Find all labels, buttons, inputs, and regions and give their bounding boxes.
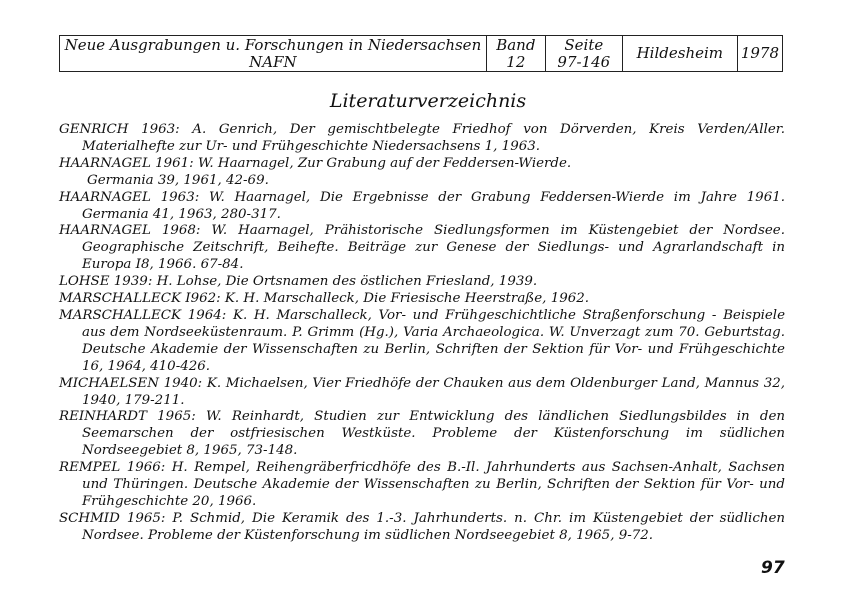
band-value: 12 [506,52,526,71]
reference-key: HAARNAGEL 1963: [59,189,200,205]
reference-key: MARSCHALLECK 1964: [59,307,227,323]
reference-key: HAARNAGEL 1961: [59,155,194,171]
reference-text: W. Haarnagel, Die Ergebnisse der Grabung Feddersen-Wierde im Jahre 1961. [199,189,785,205]
reference-continuation: aus dem Nordseeküstenraum. P. Grimm (Hg.), Varia Archaeologica. W. Unverzagt zum 70. Geburtstag. Deutsche Akademie der Wissenschaften zu Berlin, Schriften der Sektion für Vor- und Frühgeschichte 16, 1964, 410-426. [82,324,785,374]
bibliographic-header-table [59,35,783,72]
reference-text: A. Genrich, Der gemischtbelegte Friedhof von Dörverden, Kreis Verden/Aller. [179,122,785,137]
reference-continuation: Seemarschen der ostfriesischen Westküste. Probleme der Küstenforschung im südlichen Nordseegebiet 8, 1965, 73-148. [82,426,785,459]
year-cell: 1978 [737,36,782,72]
reference-continuation: und Thüringen. Deutsche Akademie der Wissenschaften zu Berlin, Schriften der Sektion für Vor- und Frühgeschichte 20, 1966. [82,477,785,509]
reference-key: LOHSE 1939: [59,274,153,290]
reference-entry [59,156,785,190]
band-cell [486,36,545,72]
series-abbrev: NAFN [249,52,297,71]
reference-text: H. Lohse, Die Ortsnamen des östlichen Friesland, 1939. [152,274,538,290]
reference-text: W. Reinhardt, Studien zur Entwicklung des ländlichen Siedlungsbildes in den [195,409,786,425]
reference-entry [59,308,785,376]
reference-continuation: 1940, 179-211. [82,392,185,408]
reference-continuation: Materialhefte zur Ur- und Frühgeschichte Niedersachsens 1, 1963. [82,138,541,154]
reference-text: K. H. Marschalleck, Vor- und Frühgeschichtliche Straßenforschung - Beispiele [226,307,785,323]
reference-continuation: Nordsee. Probleme der Küstenforschung im südlichen Nordseegebiet 8, 1965, 9-72. [82,527,654,543]
reference-text: W. Haarnagel, Prähistorische Siedlungsformen im Küstengebiet der Nordsee. [200,223,785,239]
reference-continuation: Germania 39, 1961, 42-69. [87,172,269,188]
band-label: Band [496,35,536,54]
reference-continuation: Geographische Zeitschrift, Beihefte. Beiträge zur Genese der Siedlungs- und Agrarlandschaft in Europa I8, 1966. 67-84. [82,240,785,273]
reference-continuation: Germania 41, 1963, 280-317. [82,206,281,222]
page-number: 97 [761,558,785,578]
reference-entry [59,291,785,308]
reference-entry [59,511,785,545]
reference-text: K. H. Marschalleck, Die Friesische Heerstraße, 1962. [220,291,590,307]
reference-entry [59,122,785,156]
series-title: Neue Ausgrabungen u. Forschungen in Niedersachsen [64,35,482,54]
place-cell: Hildesheim [622,36,737,72]
reference-entry [59,223,785,274]
reference-key: HAARNAGEL 1968: [59,223,201,239]
seite-label: Seite [564,35,604,54]
reference-key: SCHMID 1965: [59,510,166,526]
reference-entry [59,460,785,511]
reference-text: K. Michaelsen, Vier Friedhöfe der Chauken aus dem Oldenburger Land, Mannus 32, [202,375,785,391]
reference-text: W. Haarnagel, Zur Grabung auf der Feddersen-Wierde. [193,155,572,171]
seite-value: 97-146 [557,52,611,71]
reference-key: GENRICH 1963: [59,122,180,137]
reference-text: P. Schmid, Die Keramik des 1.-3. Jahrhunderts. n. Chr. im Küstengebiet der südlichen [165,510,785,526]
reference-entry [59,376,785,410]
page-title: Literaturverzeichnis [329,90,527,112]
reference-entry [59,190,785,224]
reference-key: MARSCHALLECK I962: [59,291,221,307]
reference-text: H. Rempel, Reihengräberfricdhöfe des B.-Il. Jahrhunderts aus Sachsen-Anhalt, Sachsen [165,460,785,476]
series-cell [60,36,487,72]
reference-entry [59,274,785,291]
reference-key: REINHARDT 1965: [59,409,196,425]
reference-key: MICHAELSEN 1940: [59,375,203,391]
reference-key: REMPEL 1966: [59,460,166,476]
reference-list [59,122,785,545]
reference-entry [59,409,785,460]
seite-cell [545,36,622,72]
